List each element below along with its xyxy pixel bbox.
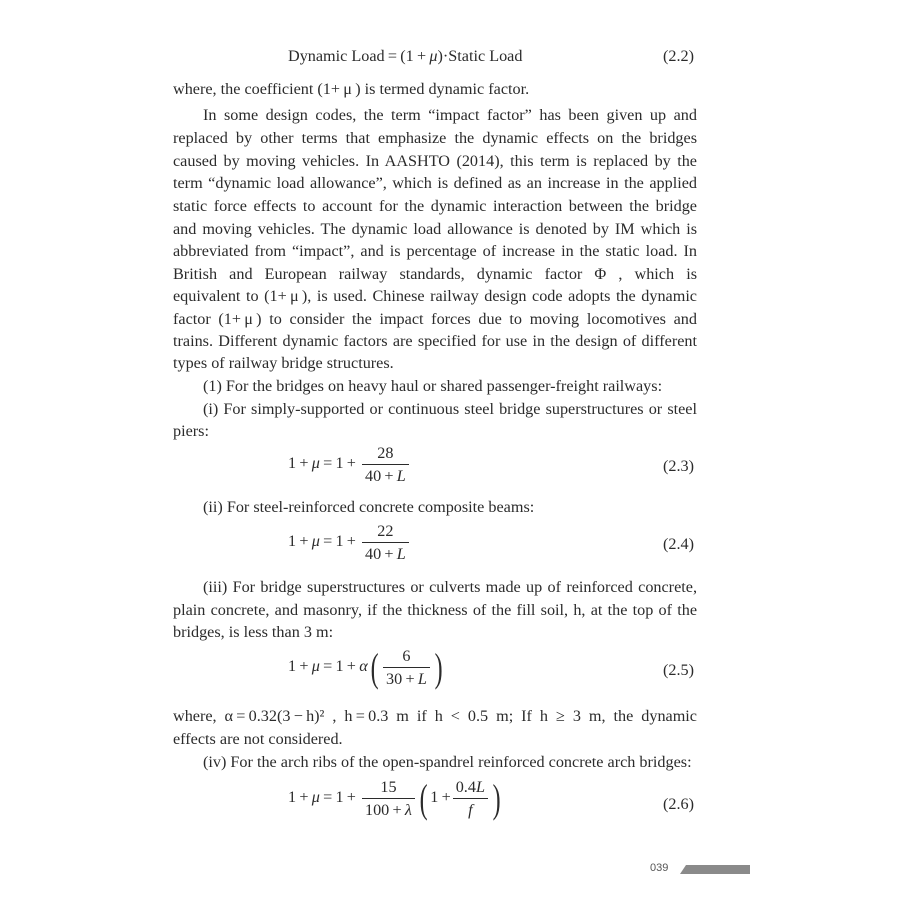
equation-2-4: 1 + μ = 1 + $\frac{22}{40 + L}$ <box>288 522 411 563</box>
item-iv: (iv) For the arch ribs of the open-spandrel reinforced concrete arch bridges: <box>203 753 692 771</box>
text-line: factor (1+ μ ) to consider the impact forces due to moving locomotives and <box>173 310 697 328</box>
right-paren: ) <box>492 775 501 821</box>
equation-2-5: 1 + μ = 1 + α( $\frac{6}{30 + L}$ ) <box>288 644 443 690</box>
item-i: (i) For simply-supported or continuous steel bridge superstructures or steel <box>203 400 697 418</box>
item-iii-cont: bridges, is less than 3 m: <box>173 623 334 641</box>
equation-number: (2.5) <box>663 661 695 679</box>
equation-2-6: 1 + μ = 1 + $\frac{15}{100 + \lambda}$ ( 1 + $\frac{0.4L}{f}$ ) <box>288 775 501 821</box>
right-paren: ) <box>434 644 443 690</box>
item-i-cont: piers: <box>173 422 209 440</box>
text-line: replaced by other terms that emphasize the dynamic effects on the bridges <box>173 129 697 147</box>
text-line: static force effects to account for the dynamic interaction between the bridge <box>173 197 697 215</box>
equation-number: (2.3) <box>663 457 695 475</box>
text-line: abbreviated from “impact”, and is percentage of increase in the static load. In <box>173 242 697 260</box>
item-iii: (iii) For bridge superstructures or culverts made up of reinforced concrete, <box>203 578 697 596</box>
paragraph-intro: where, the coefficient (1+ μ ) is termed dynamic factor. <box>173 80 530 98</box>
text-line: types of railway bridge structures. <box>173 354 394 372</box>
equation-2-3: 1 + μ = 1 + $\frac{28}{40 + L}$ <box>288 444 411 485</box>
item-iii-cont: plain concrete, and masonry, if the thickness of the fill soil, h, at the top of the <box>173 601 697 619</box>
left-paren: ( <box>419 775 428 821</box>
text-line: caused by moving vehicles. In AASHTO (2014), this term is replaced by the <box>173 152 697 170</box>
left-paren: ( <box>370 644 379 690</box>
fraction: $\frac{0.4L}{f}$ <box>453 778 488 819</box>
fraction: $\frac{28}{40 + L}$ <box>362 444 409 485</box>
equation-number: (2.2) <box>663 47 695 65</box>
item-1: (1) For the bridges on heavy haul or shared passenger-freight railways: <box>203 377 663 395</box>
text-line: and moving vehicles. The dynamic load allowance is denoted by IM which is <box>173 220 697 238</box>
equation-number: (2.6) <box>663 795 695 813</box>
text-line: In some design codes, the term “impact factor” has been given up and <box>203 106 697 124</box>
text-line: equivalent to (1+ μ ), is used. Chinese railway design code adopts the dynamic <box>173 287 697 305</box>
page-bar <box>680 865 750 874</box>
where-line: where, α = 0.32(3 − h)² , h = 0.3 m if h < 0.5 m; If h ≥ 3 m, the dynamic <box>173 707 697 725</box>
fraction: $\frac{22}{40 + L}$ <box>362 522 409 563</box>
item-ii: (ii) For steel-reinforced concrete composite beams: <box>203 498 535 516</box>
text-line: trains. Different dynamic factors are specified for use in the design of different <box>173 332 697 350</box>
where-line-cont: effects are not considered. <box>173 730 343 748</box>
fraction: $\frac{15}{100 + \lambda}$ <box>362 778 415 819</box>
page-number: 039 <box>650 862 669 874</box>
equation-2-2: Dynamic Load = (1 + μ)·Static Load <box>288 47 523 65</box>
text-line: British and European railway standards, dynamic factor Φ , which is <box>173 265 697 283</box>
equation-number: (2.4) <box>663 535 695 553</box>
fraction: $\frac{6}{30 + L}$ <box>383 647 430 688</box>
text-line: term “dynamic load allowance”, which is defined as an increase in the applied <box>173 174 697 192</box>
